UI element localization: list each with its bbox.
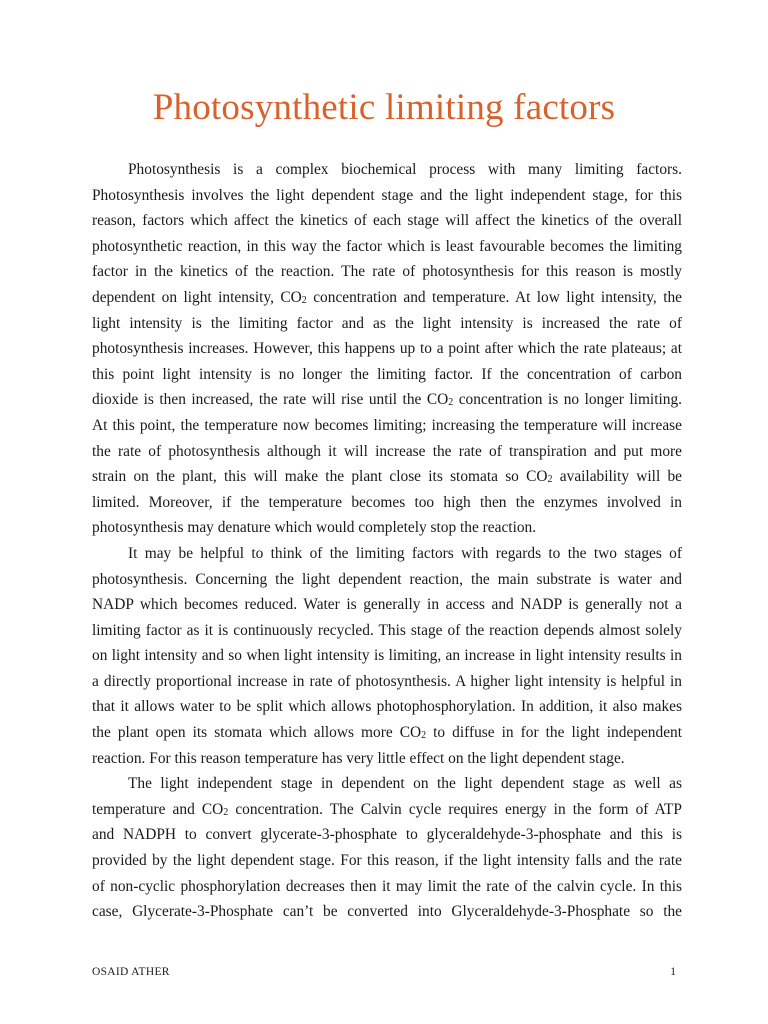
text-line: of non-cyclic phosphorylation decreases then it may limit the rate of the calvin cycle. In this xyxy=(92,877,682,895)
text-line: photosynthesis. Concerning the light dependent reaction, the main substrate is water and xyxy=(92,570,682,588)
text-line: photosynthetic reaction, in this way the factor which is least favourable becomes the limiting xyxy=(92,237,682,255)
footer-author: OSAID ATHER xyxy=(92,966,170,978)
body-text xyxy=(92,157,682,925)
body-paragraph xyxy=(92,771,682,925)
text-line: that it allows water to be split which allows photophosphorylation. In addition, it also makes xyxy=(92,698,682,716)
text-line: dependent on light intensity, $CO_2$ concentration and temperature. At low light intensity, the xyxy=(92,288,683,306)
page-title: Photosynthetic limiting factors xyxy=(152,87,616,128)
text-line: The light independent stage in dependent on the light dependent stage as well as xyxy=(128,775,682,793)
text-line: photosynthesis may denature which would completely stop the reaction. xyxy=(92,519,537,537)
footer-page-number: 1 xyxy=(670,966,676,978)
body-paragraph xyxy=(92,541,682,771)
text-line: provided by the light dependent stage. For this reason, if the light intensity falls and the rate xyxy=(92,852,682,870)
text-line: strain on the plant, this will make the plant close its stomata so $CO_2$ availability will be xyxy=(92,468,683,486)
text-line: temperature and $CO_2$ concentration. The Calvin cycle requires energy in the form of ATP xyxy=(92,800,682,818)
text-line: It may be helpful to think of the limiting factors with regards to the two stages of xyxy=(128,544,682,562)
text-line: a directly proportional increase in rate of photosynthesis. A higher light intensity is helpful in xyxy=(92,672,682,690)
text-line: reason, factors which affect the kinetics of each stage will affect the kinetics of the overall xyxy=(92,212,682,230)
text-line: light intensity is the limiting factor and as the light intensity is increased the rate of xyxy=(92,314,682,332)
text-line: limiting factor as it is continuously recycled. This stage of the reaction depends almost solely xyxy=(92,621,682,639)
text-line: dioxide is then increased, the rate will rise until the $CO_2$ concentration is no longer limiting. xyxy=(92,391,682,409)
text-line: the rate of photosynthesis although it will increase the rate of transpiration and put more xyxy=(92,442,682,460)
text-line: NADP which becomes reduced. Water is generally in access and NADP is generally not a xyxy=(92,596,682,614)
text-line: factor in the kinetics of the reaction. The rate of photosynthesis for this reason is mostly xyxy=(92,263,682,281)
text-line: Photosynthesis is a complex biochemical process with many limiting factors. xyxy=(128,161,682,178)
text-line: and NADPH to convert glycerate-3-phosphate to glyceraldehyde-3-phosphate and this is xyxy=(92,826,682,844)
text-line: photosynthesis increases. However, this happens up to a point after which the rate plateaus; at xyxy=(92,340,682,358)
text-line: this point light intensity is no longer the limiting factor. If the concentration of carbon xyxy=(92,365,682,383)
text-line: case, Glycerate-3-Phosphate can’t be converted into Glyceraldehyde-3-Phosphate so the xyxy=(92,903,682,921)
text-line: At this point, the temperature now becomes limiting; increasing the temperature will increase xyxy=(92,416,682,434)
body-paragraph xyxy=(92,157,682,541)
text-line: on light intensity and so when light intensity is limiting, an increase in light intensity results in xyxy=(92,647,682,665)
text-line: the plant open its stomata which allows more $CO_2$ to diffuse in for the light independent xyxy=(92,724,682,742)
text-line: Photosynthesis involves the light dependent stage and the light independent stage, for this xyxy=(92,186,682,204)
text-line: limited. Moreover, if the temperature becomes too high then the enzymes involved in xyxy=(92,493,682,511)
text-line: reaction. For this reason temperature has very little effect on the light dependent stage. xyxy=(92,749,625,767)
